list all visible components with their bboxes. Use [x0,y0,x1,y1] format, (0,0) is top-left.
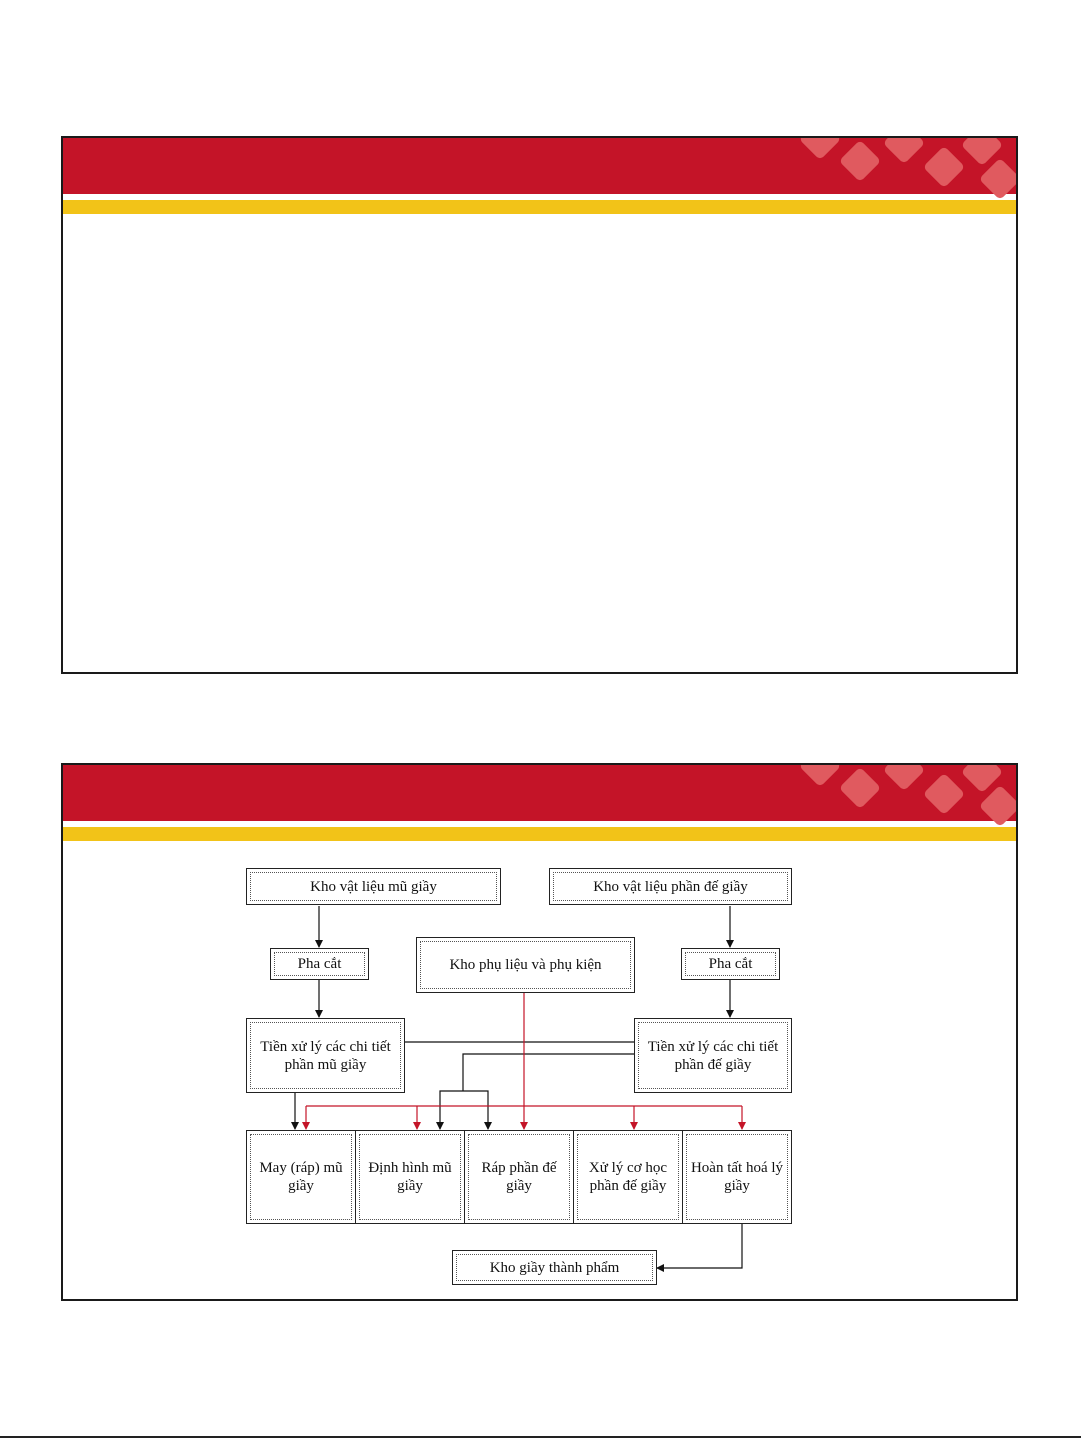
node-shape-upper: Định hình mũ giầy [355,1130,465,1224]
node-finishing: Hoàn tất hoá lý giầy [682,1130,792,1224]
node-finished-goods-store: Kho giầy thành phẩm [452,1250,657,1285]
arrow-to-shape [440,1091,463,1129]
node-sole-material-store: Kho vật liệu phần đế giầy [549,868,792,905]
slide-header-gold-band [63,200,1016,214]
slide-2 [61,763,1018,1301]
line-pre-sole-branch [463,1054,634,1091]
node-cutting-upper: Pha cắt [270,948,369,980]
node-assemble-sole: Ráp phần đế giầy [464,1130,574,1224]
node-cutting-sole: Pha cắt [681,948,780,980]
node-upper-material-store: Kho vật liệu mũ giầy [246,868,501,905]
page-bottom-rule [0,1436,1081,1438]
slide-1 [61,136,1018,674]
node-sew-upper: May (ráp) mũ giầy [246,1130,356,1224]
node-preprocess-sole: Tiền xử lý các chi tiết phần đế giầy [634,1018,792,1093]
arrow-to-assemble [463,1091,488,1129]
arrow-finish-to-store [657,1224,742,1268]
node-mechanical-sole: Xử lý cơ học phần đế giầy [573,1130,683,1224]
node-accessories-store: Kho phụ liệu và phụ kiện [416,937,635,993]
node-preprocess-upper: Tiền xử lý các chi tiết phần mũ giầy [246,1018,405,1093]
